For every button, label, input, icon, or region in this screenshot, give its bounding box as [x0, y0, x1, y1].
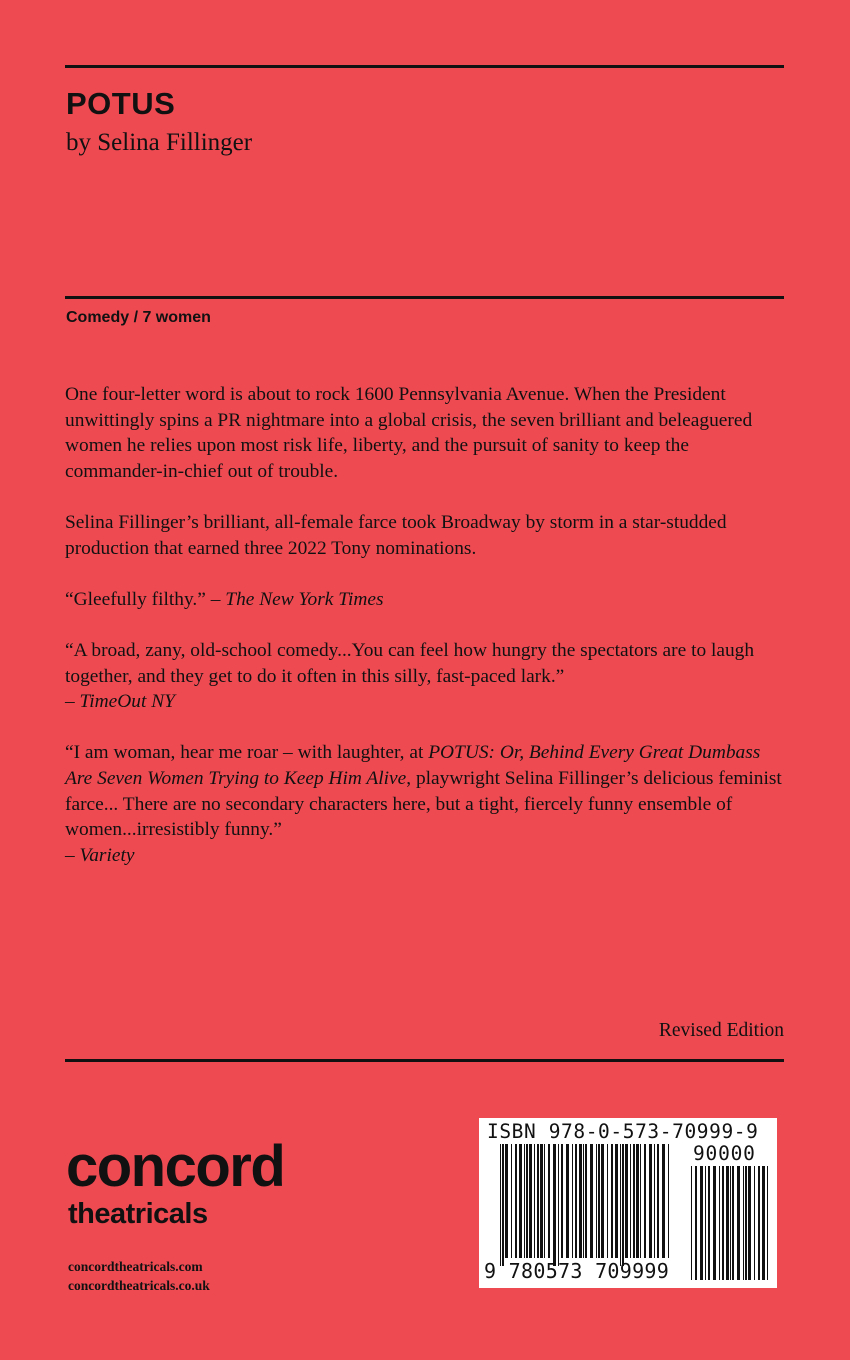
edition-label: Revised Edition: [658, 1020, 784, 1041]
barcode-bar: [743, 1166, 744, 1280]
production-paragraph: Selina Fillinger’s brilliant, all-female farce took Broadway by storm in a star-studded production that earned three 2022 Tony nominations.: [65, 511, 727, 559]
barcode-bar: [622, 1144, 624, 1266]
barcode-bar: [537, 1144, 539, 1258]
review-attribution: – TimeOut NY: [65, 691, 175, 713]
barcode-bar: [540, 1144, 543, 1258]
barcode-bar: [511, 1144, 512, 1258]
review-text: “A broad, zany, old-school comedy...You can feel how hungry the spectators are to laugh together, and they get to do it often in this silly, fast-paced lark.”: [65, 639, 755, 687]
review-text: , playwright Selina Fillinger’s delicious feminist farce... There are no secondary characters here, but a tight, fiercely funny ensemble of women...irresistibly funny.”: [65, 767, 782, 841]
barcode-bar: [575, 1144, 577, 1258]
book-title: POTUS: [66, 86, 176, 121]
barcode-bar: [705, 1166, 706, 1280]
bottom-rule: [65, 1059, 784, 1062]
logo-wordmark-line1: concord: [66, 1134, 285, 1199]
review-play-title: POTUS: Or, Behind Every Great Dumbass Are Seven Women Trying to Keep Him Alive: [65, 742, 761, 789]
concord-theatricals-logo: [66, 1134, 285, 1230]
barcode-bar: [754, 1166, 755, 1280]
barcode-bar: [625, 1144, 628, 1258]
barcode-bar: [732, 1166, 734, 1280]
review-text: “I am woman, hear me roar – with laughter, at: [65, 742, 429, 764]
barcode-bar: [644, 1144, 646, 1258]
barcode-bar: [579, 1144, 582, 1258]
synopsis-paragraph: One four-letter word is about to rock 1600 Pennsylvania Avenue. When the President unwittingly spins a PR nightmare into a global crisis, the seven brilliant and beleaguered women he relies upon most risk life, liberty, and the pursuit of sanity to keep the commander-in-chief out of trouble.: [65, 384, 753, 482]
barcode-bar: [524, 1144, 525, 1258]
barcode-bar: [695, 1166, 697, 1280]
barcode-bar: [561, 1144, 563, 1258]
barcode-bar: [601, 1144, 604, 1258]
review-source: The New York Times: [225, 588, 384, 610]
barcode-bar: [515, 1144, 517, 1258]
barcode-bar: [526, 1144, 528, 1258]
barcode-bar: [722, 1166, 724, 1280]
back-cover-copy: [65, 382, 790, 894]
review-source: Variety: [79, 844, 135, 866]
barcode-bar: [767, 1166, 768, 1280]
barcode-bar: [758, 1166, 760, 1280]
barcode-bar: [730, 1166, 731, 1280]
barcode-bar: [585, 1144, 587, 1258]
barcode-bar: [590, 1144, 593, 1258]
review-attribution: – Variety: [65, 844, 135, 866]
barcode-bar: [633, 1144, 635, 1258]
barcode-bar: [572, 1144, 573, 1258]
barcode-bar: [700, 1166, 703, 1280]
genre-cast-label: Comedy / 7 women: [66, 309, 211, 326]
barcode-bar: [529, 1144, 532, 1258]
barcode-bar: [636, 1144, 639, 1258]
barcode-bar: [713, 1166, 716, 1280]
middle-rule: [65, 296, 784, 299]
barcode-bar: [558, 1144, 559, 1266]
barcode-bar: [662, 1144, 665, 1258]
barcode-bar: [762, 1166, 765, 1280]
barcode-bar: [534, 1144, 535, 1258]
logo-wordmark-line2: theatricals: [68, 1198, 208, 1230]
barcode-bar: [737, 1166, 740, 1280]
barcode-bar: [726, 1166, 729, 1280]
barcode-bar: [649, 1144, 652, 1258]
barcode-bar: [505, 1144, 508, 1258]
publisher-url-uk[interactable]: concordtheatricals.co.uk: [68, 1277, 210, 1293]
author-byline: by Selina Fillinger: [66, 129, 253, 156]
barcode-bar: [691, 1166, 692, 1280]
review-quote: [65, 740, 790, 868]
review-quote: [65, 587, 790, 613]
review-source: TimeOut NY: [79, 691, 175, 713]
barcode-bar: [620, 1144, 621, 1266]
publisher-urls: [68, 1258, 210, 1295]
price-addon: 90000: [693, 1142, 756, 1165]
publisher-url-us[interactable]: concordtheatricals.com: [68, 1259, 203, 1274]
barcode-bar: [607, 1144, 608, 1258]
review-text: “Gleefully filthy.” –: [65, 588, 226, 610]
barcode-bar: [544, 1144, 545, 1258]
barcode-bar: [611, 1144, 613, 1258]
barcode-bar: [654, 1144, 655, 1258]
barcode-bar: [745, 1166, 747, 1280]
barcode-bar: [548, 1144, 550, 1258]
barcode-bar: [519, 1144, 522, 1258]
isbn-label: ISBN 978-0-573-70999-9: [487, 1120, 759, 1143]
isbn-barcode: [479, 1118, 777, 1288]
barcode-bar: [657, 1144, 659, 1258]
top-rule: [65, 65, 784, 68]
barcode-digits: 9 780573 709999: [484, 1259, 670, 1283]
barcode-bar: [553, 1144, 556, 1266]
barcode-bar: [748, 1166, 751, 1280]
barcode-bar: [719, 1166, 720, 1280]
barcode-bar: [566, 1144, 569, 1258]
barcode-bar: [615, 1144, 618, 1258]
barcode-bar: [668, 1144, 669, 1258]
barcode-bar: [630, 1144, 631, 1258]
barcode-bar: [502, 1144, 504, 1266]
barcode-bar: [500, 1144, 501, 1266]
review-quote: [65, 638, 790, 715]
barcode-bar: [596, 1144, 597, 1258]
barcode-bar: [708, 1166, 710, 1280]
barcode-bar: [583, 1144, 584, 1258]
barcode-bar: [598, 1144, 600, 1258]
barcode-bar: [640, 1144, 641, 1258]
